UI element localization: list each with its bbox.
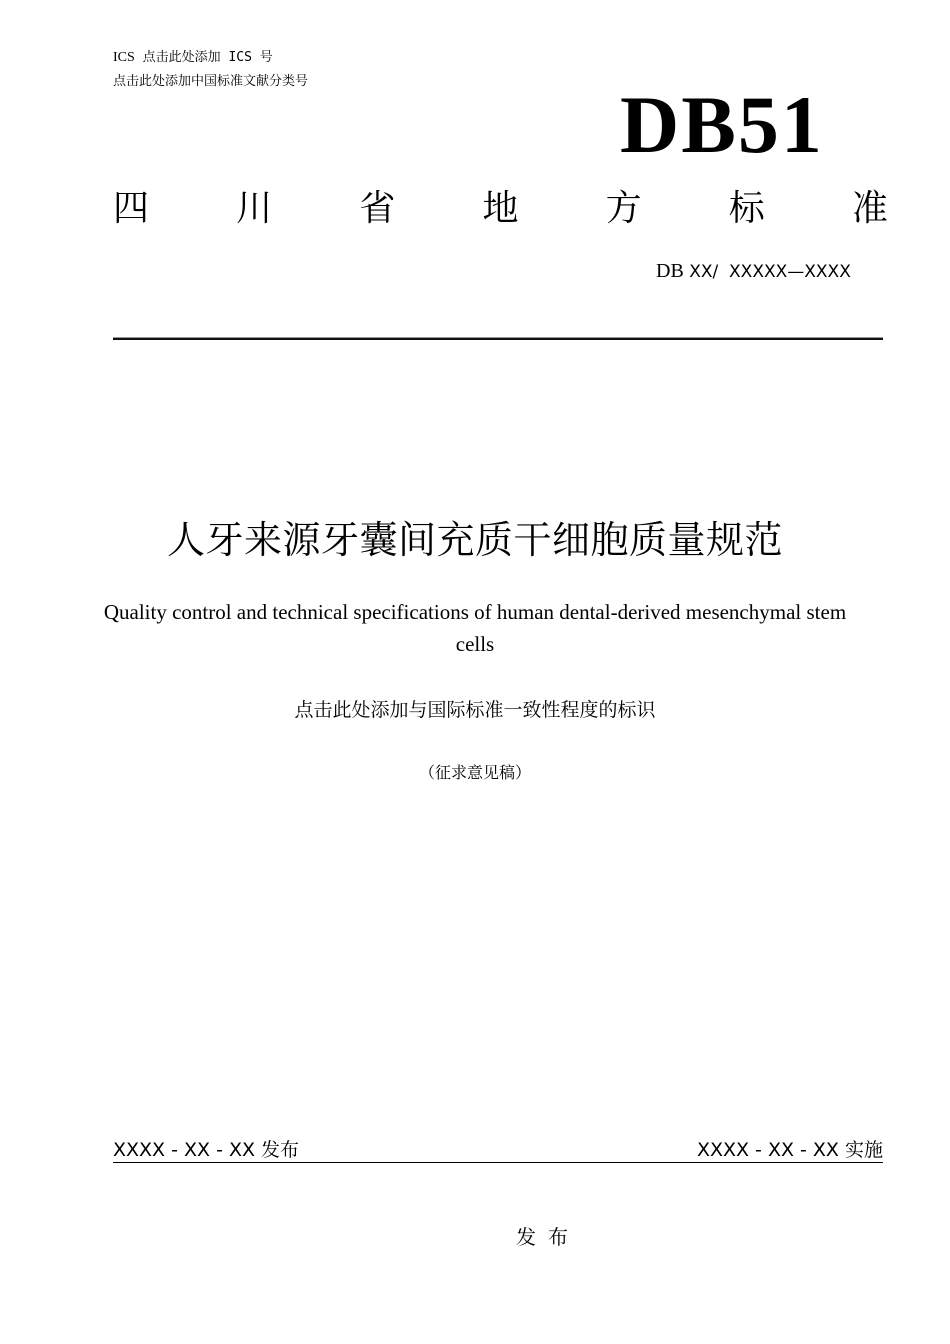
standard-type-char: 地	[482, 188, 519, 229]
standard-logo: DB51	[620, 79, 824, 170]
standard-number-code: XX/ XXXXX—XXXX	[683, 262, 851, 282]
standard-type-char: 标	[728, 188, 765, 229]
standard-type-heading	[113, 188, 888, 230]
header-divider	[113, 337, 883, 340]
ics-placeholder-text[interactable]: 点击此处添加 ICS 号	[142, 50, 273, 65]
standard-type-char: 川	[236, 188, 273, 229]
standard-type-char: 四	[113, 188, 150, 229]
standard-number-prefix: DB	[656, 260, 684, 282]
date-row	[113, 1138, 883, 1163]
standard-type-char: 准	[851, 188, 888, 229]
ics-number-field[interactable]	[113, 50, 273, 66]
standard-number	[656, 260, 851, 283]
publish-date[interactable]: XXXX - XX - XX 发布	[113, 1139, 300, 1161]
ics-prefix-label: ICS	[113, 50, 135, 65]
document-title-english: Quality control and technical specifications of human dental-derived mesenchymal stem cells	[103, 600, 847, 656]
issuer-publish-label: 发布	[516, 1225, 580, 1249]
standard-type-char: 方	[605, 188, 642, 229]
standard-type-char: 省	[359, 188, 396, 229]
draft-status-note: （征求意见稿）	[418, 763, 531, 782]
document-title-chinese: 人牙来源牙囊间充质干细胞质量规范	[166, 518, 783, 562]
ccs-classification-field[interactable]: 点击此处添加中国标准文献分类号	[113, 74, 309, 89]
consistency-placeholder[interactable]: 点击此处添加与国际标准一致性程度的标识	[294, 699, 656, 721]
implement-date[interactable]: XXXX - XX - XX 实施	[696, 1139, 883, 1161]
